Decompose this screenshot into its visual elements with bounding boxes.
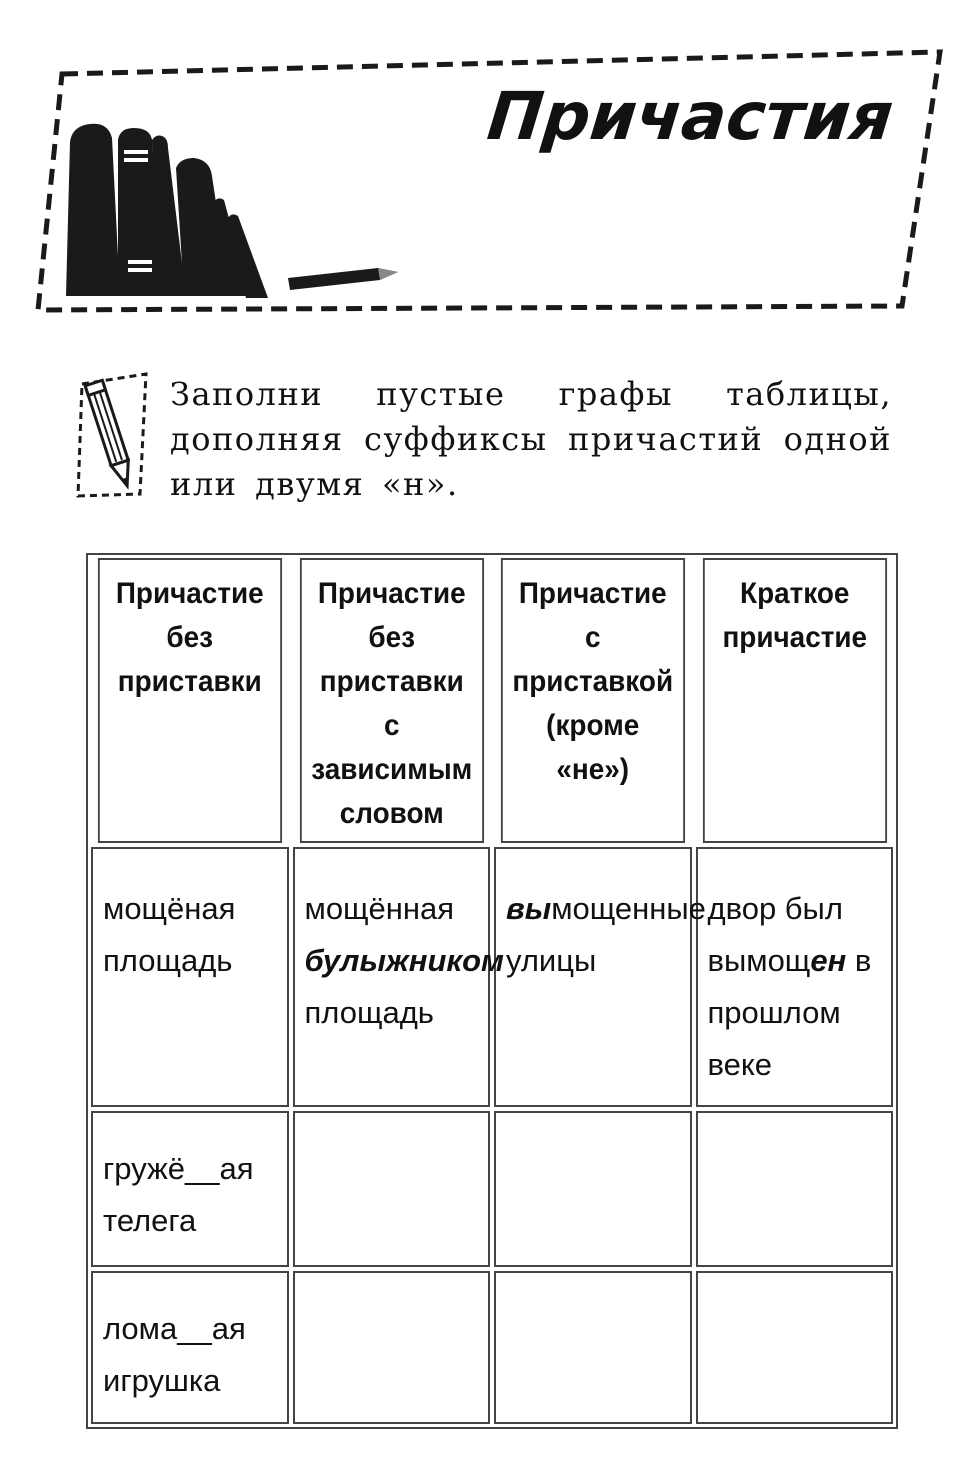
header-short-participle: Краткое причастие <box>702 558 886 843</box>
banner-frame <box>0 0 961 330</box>
books-icon <box>66 124 268 298</box>
task-instruction: Заполни пустые графы таблицы, дополняя суффиксы причастий одной или двумя «н». <box>170 375 892 503</box>
pencil-icon <box>288 268 398 290</box>
cell-blank[interactable] <box>696 1271 894 1424</box>
cell-example-dependent-word: мощённая булыжником площадь <box>293 847 491 1106</box>
table-row <box>91 1271 893 1424</box>
table-header-row <box>91 558 893 843</box>
cell-blank[interactable] <box>494 1271 692 1424</box>
table-row <box>91 1111 893 1268</box>
participles-table <box>86 553 898 1429</box>
header-participle-with-prefix: Причастие с приставкой (кроме «не») <box>501 558 685 843</box>
cell-example-with-prefix: вымощенные улицы <box>494 847 692 1106</box>
prefix-emphasis: вы <box>506 891 552 927</box>
cell-given-participle: гружё__ая телега <box>91 1111 289 1268</box>
cell-blank[interactable] <box>293 1271 491 1424</box>
cell-given-participle: лома__ая игрушка <box>91 1271 289 1424</box>
cell-example-no-prefix: мощёная площадь <box>91 847 289 1106</box>
suffix-emphasis: ен <box>810 943 847 979</box>
header-banner <box>0 0 961 330</box>
table-row <box>91 847 893 1106</box>
cell-example-short: двор был вымощен в прошлом веке <box>696 847 894 1106</box>
page-title: Причастия <box>484 78 898 155</box>
header-participle-no-prefix: Причастие без приставки <box>98 558 282 843</box>
cell-blank[interactable] <box>293 1111 491 1268</box>
header-participle-dependent-word: Причастие без приставки с зависимым словом <box>299 558 483 843</box>
dependent-word-emphasis: булыжником <box>304 943 504 979</box>
cell-blank[interactable] <box>696 1111 894 1268</box>
pencil-task-icon <box>74 370 150 500</box>
cell-blank[interactable] <box>494 1111 692 1268</box>
